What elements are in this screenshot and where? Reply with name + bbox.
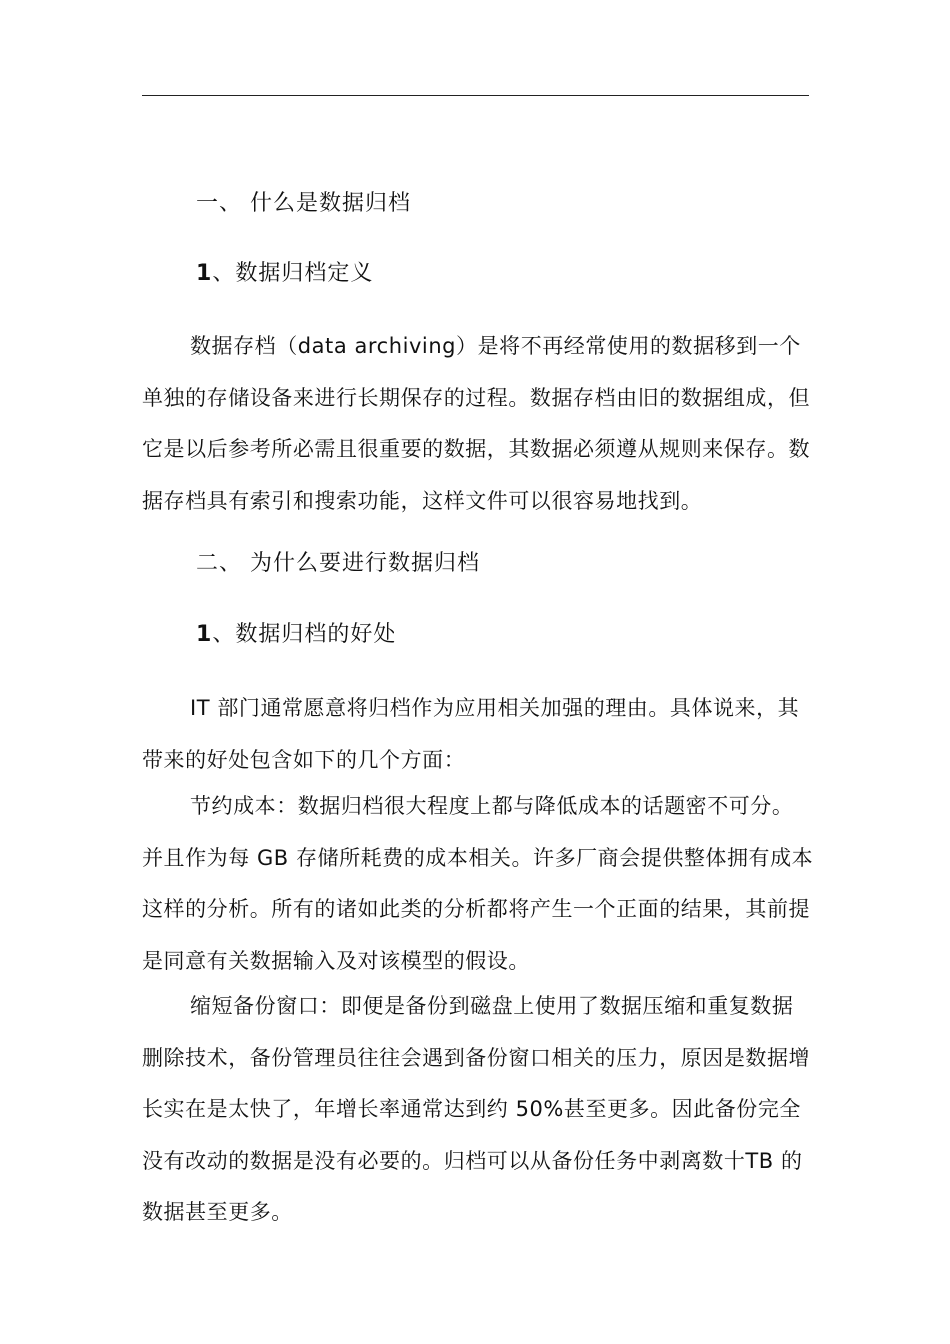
subheading-text: 、数据归档定义 <box>212 261 374 286</box>
subheading-number: 1 <box>196 622 213 647</box>
subheading-number: 1 <box>196 261 213 286</box>
backup-window-paragraph: 缩短备份窗口：即便是备份到磁盘上使用了数据压缩和重复数据删除技术，备份管理员往往会遇到备份窗口相关的压力，原因是数据增长实在是太快了，年增长率通常达到约 50%甚至更多。因此备份完全没有改动的数据是没有必要的。归档可以从备份任务中剥离数十TB 的数据甚至更多。 <box>142 994 811 1224</box>
section-2-heading: 二、 为什么要进行数据归档 <box>196 551 480 576</box>
benefits-intro-paragraph: IT 部门通常愿意将归档作为应用相关加强的理由。具体说来，其带来的好处包含如下的几个方面： <box>142 696 800 772</box>
section-1-heading: 一、 什么是数据归档 <box>196 191 411 216</box>
definition-paragraph: 数据存档（data archiving）是将不再经常使用的数据移到一个单独的存储设备来进行长期保存的过程。数据存档由旧的数据组成，但它是以后参考所必需且很重要的数据，其数据必须遵从规则来保存。数据存档具有索引和搜索功能，这样文件可以很容易地找到。 <box>142 334 811 513</box>
section-1-subheading <box>196 260 373 288</box>
section-2-subheading <box>196 621 396 649</box>
cost-saving-paragraph: 节约成本：数据归档很大程度上都与降低成本的话题密不可分。并且作为每 GB 存储所耗费的成本相关。许多厂商会提供整体拥有成本这样的分析。所有的诸如此类的分析都将产生一个正面的结果，其前提是同意有关数据输入及对该模型的假设。 <box>142 794 814 973</box>
subheading-text: 、数据归档的好处 <box>212 622 397 647</box>
header-rule <box>142 95 809 96</box>
